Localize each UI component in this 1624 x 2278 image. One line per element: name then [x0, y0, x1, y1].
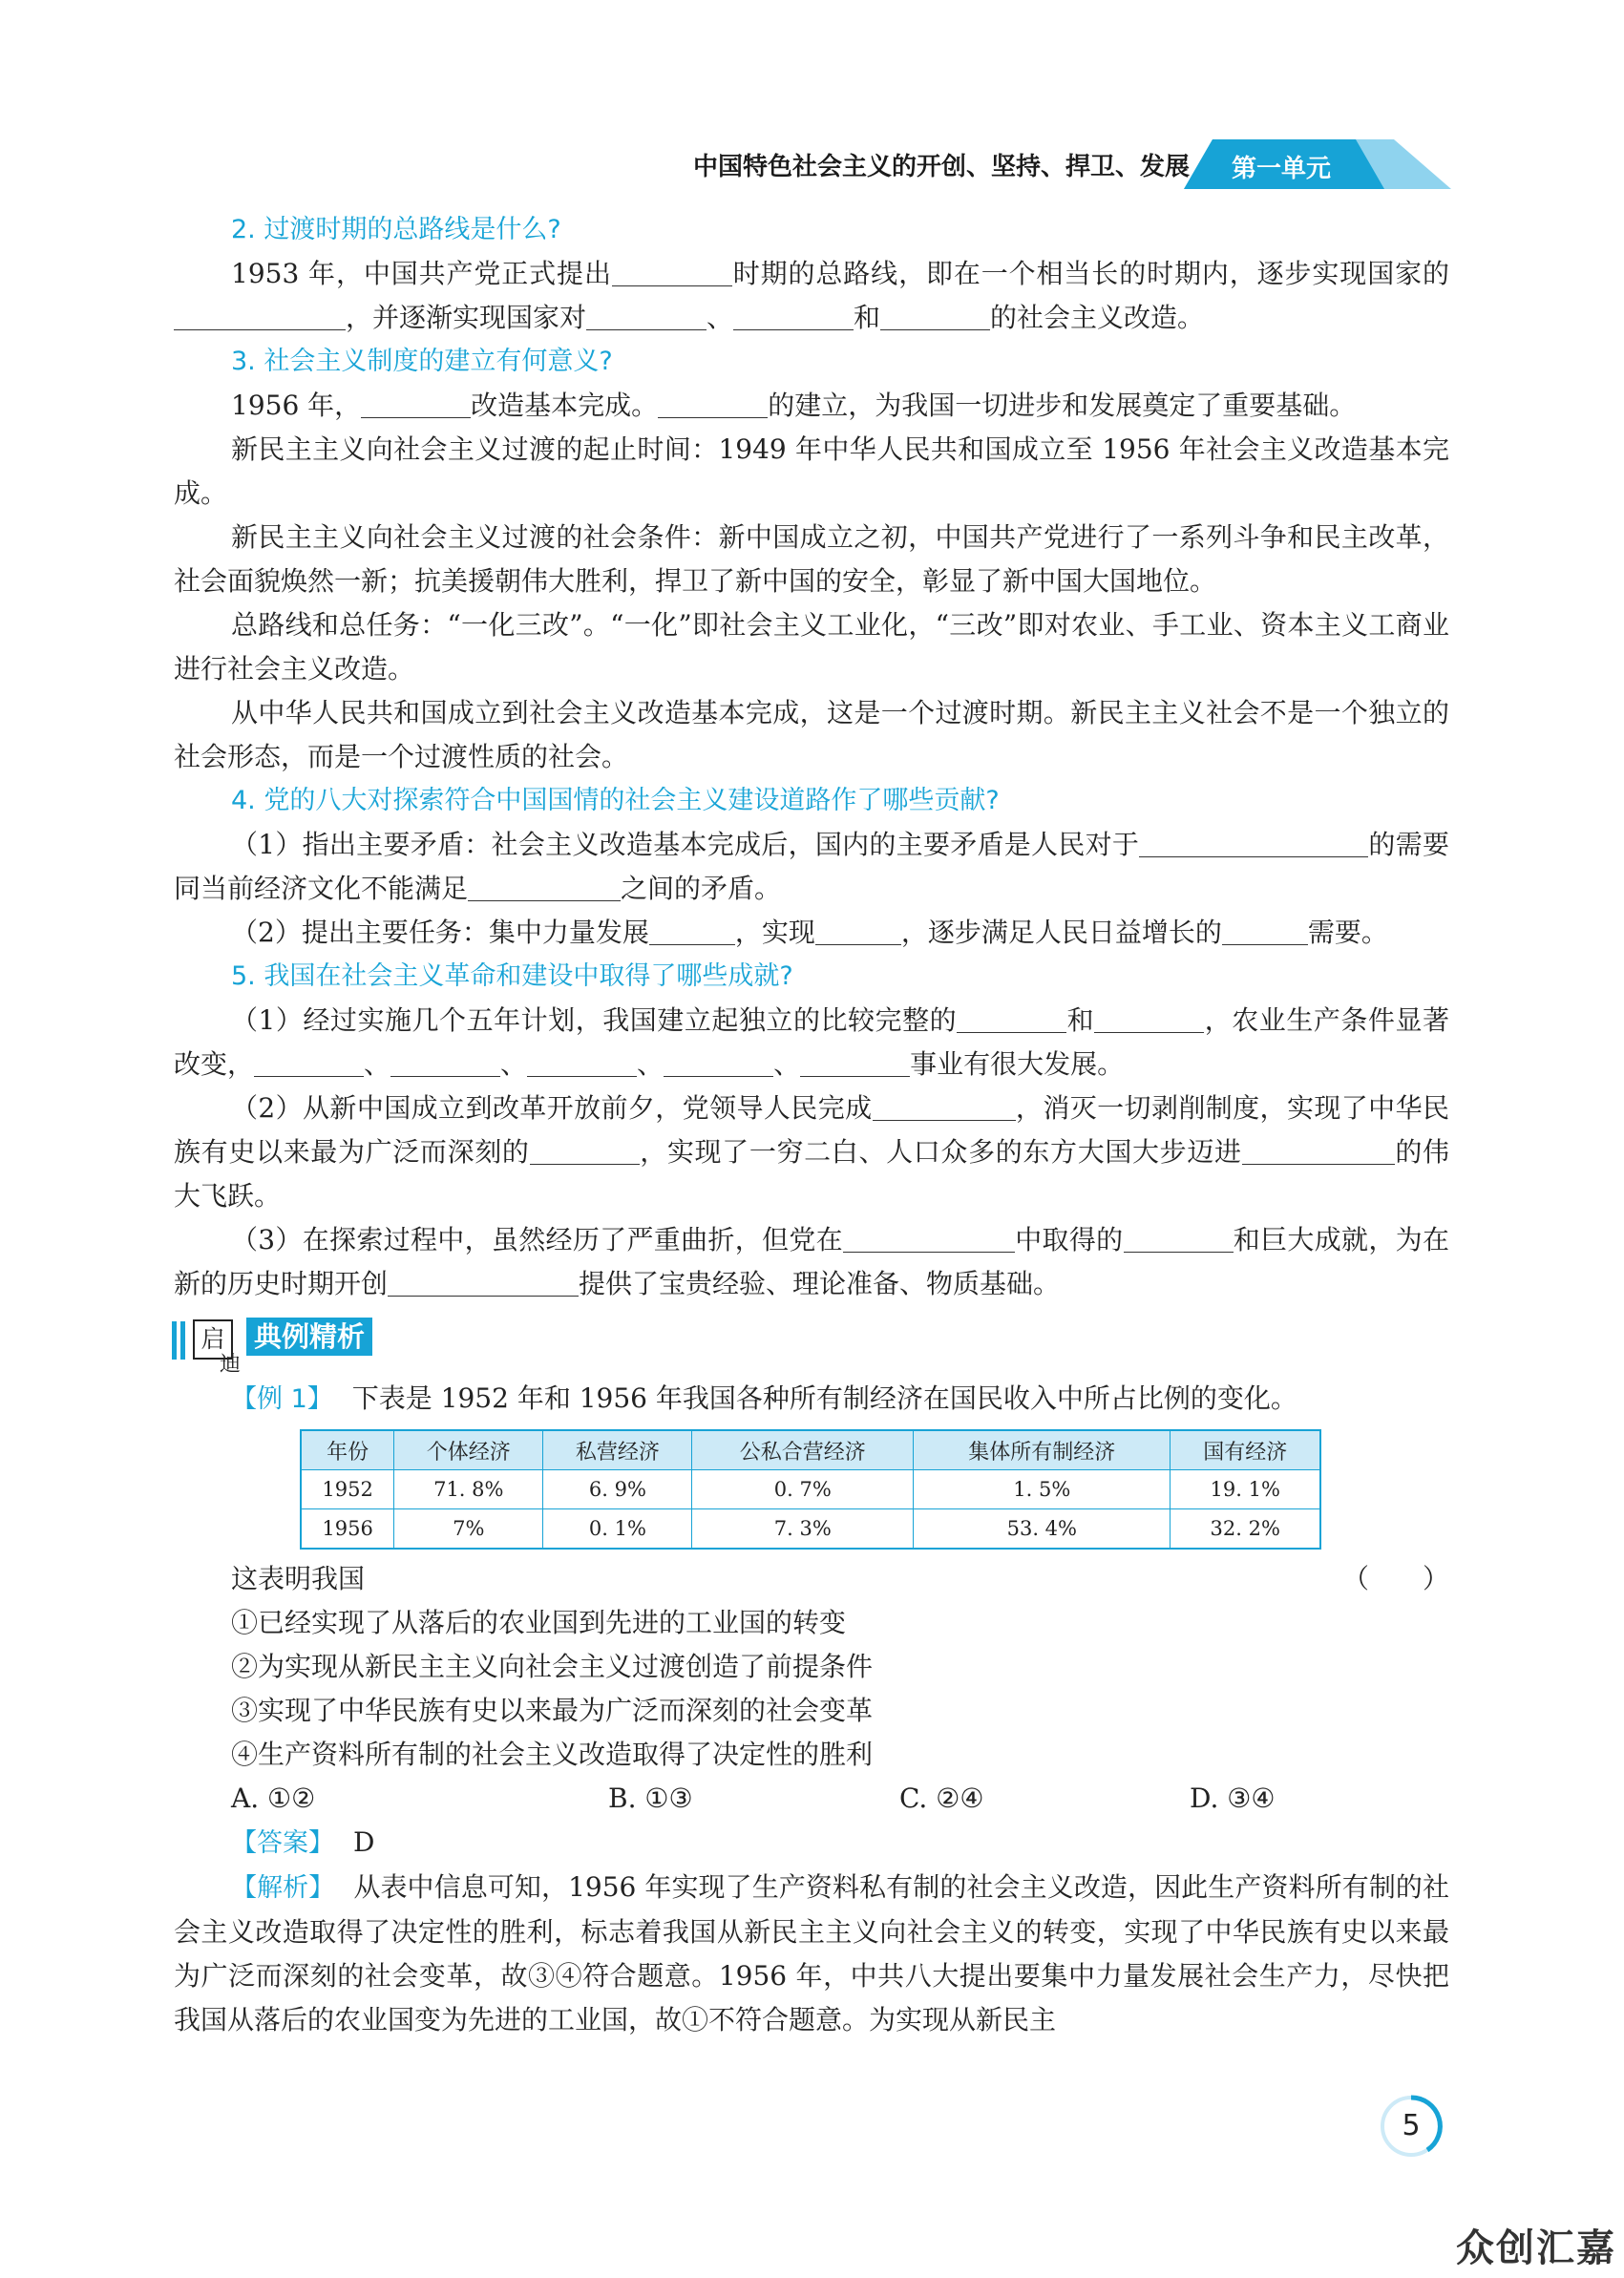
table-header: 年份 — [301, 1430, 394, 1470]
blank[interactable] — [612, 257, 732, 286]
note-transitional-society: 从中华人民共和国成立到社会主义改造基本完成，这是一个过渡时期。新民主主义社会不是一个独立的社会形态，而是一个过渡性质的社会。 — [174, 697, 1449, 772]
question-5-title: 5. 我国在社会主义革命和建设中取得了哪些成就? — [231, 961, 793, 991]
table-cell: 6. 9% — [543, 1470, 692, 1509]
unit-tab — [1184, 139, 1451, 189]
blank[interactable] — [1124, 1223, 1234, 1253]
table-cell: 19. 1% — [1171, 1470, 1320, 1509]
example-label: 【例 1】 — [231, 1384, 333, 1414]
blank[interactable] — [843, 1223, 1015, 1253]
blank[interactable] — [388, 1267, 579, 1297]
table-cell: 1956 — [301, 1509, 394, 1550]
analysis-label: 【解析】 — [231, 1873, 335, 1903]
table-cell: 7% — [394, 1509, 543, 1550]
blank[interactable] — [527, 1047, 637, 1077]
blank[interactable] — [815, 916, 901, 945]
option-1: ①已经实现了从落后的农业国到先进的工业国的转变 — [231, 1607, 847, 1638]
table-cell: 7. 3% — [692, 1509, 914, 1550]
note-transition-period: 新民主主义向社会主义过渡的起止时间：1949 年中华人民共和国成立至 1956 年社会主义改造基本完成。 — [174, 433, 1449, 509]
table-cell: 53. 4% — [914, 1509, 1171, 1550]
table-header: 集体所有制经济 — [914, 1430, 1171, 1470]
table-header: 公私合营经济 — [692, 1430, 914, 1470]
table-row — [301, 1509, 1320, 1550]
table-cell: 71. 8% — [394, 1470, 543, 1509]
table-header: 个体经济 — [394, 1430, 543, 1470]
question-5-text-2: （2）从新中国成立到改革开放前夕，党领导人民完成 ，消灭一切剥削制度，实现了中华民族有史以来最为广泛而深刻的 ，实现了一穷二白、人口众多的东方大国大步迈进 的伟大飞跃。 — [174, 1092, 1449, 1212]
question-3-title: 3. 社会主义制度的建立有何意义? — [231, 347, 613, 376]
question-3-text: 1956 年， 改造基本完成。 的建立，为我国一切进步和发展奠定了重要基础。 — [231, 390, 1357, 421]
section-header — [172, 1314, 1449, 1377]
blank[interactable] — [586, 301, 707, 330]
table-cell: 0. 7% — [692, 1470, 914, 1509]
page-header — [0, 134, 1624, 191]
blank[interactable] — [649, 916, 735, 945]
answer-line — [174, 1821, 1449, 1866]
header-title: 中国特色社会主义的开创、坚持、捍卫、发展 — [692, 153, 1190, 181]
blank[interactable] — [468, 872, 621, 901]
choice-b[interactable]: B. ①③ — [608, 1782, 693, 1814]
watermark: 众创汇嘉 — [1456, 2226, 1616, 2270]
table-row — [301, 1470, 1320, 1509]
note-general-line: 总路线和总任务：“一化三改”。“一化”即社会主义工业化，“三改”即对农业、手工业、资本主义工商业进行社会主义改造。 — [174, 609, 1449, 685]
answer-value: D — [353, 1826, 375, 1858]
ownership-table — [300, 1429, 1321, 1550]
table-cell: 0. 1% — [543, 1509, 692, 1550]
answer-bracket[interactable]: （ ） — [1341, 1563, 1449, 1594]
question-4-text-1: （1）指出主要矛盾：社会主义改造基本完成后，国内的主要矛盾是人民对于 的需要同当前经济文化不能满足 之间的矛盾。 — [174, 829, 1449, 904]
blank[interactable] — [174, 301, 346, 330]
unit-label: 第一单元 — [1232, 155, 1332, 183]
page-content — [174, 208, 1449, 2042]
page-number: 5 — [1378, 2093, 1445, 2160]
table-header: 国有经济 — [1171, 1430, 1320, 1470]
choice-a[interactable]: A. ①② — [231, 1782, 316, 1814]
answer-choices — [174, 1777, 1449, 1821]
blank[interactable] — [873, 1091, 1016, 1121]
blank[interactable] — [664, 1047, 773, 1077]
question-4-text-2: （2）提出主要任务：集中力量发展 ，实现 ，逐步满足人民日益增长的 需要。 — [231, 917, 1388, 948]
note-social-conditions: 新民主主义向社会主义过渡的社会条件：新中国成立之初，中国共产党进行了一系列斗争和民主改革，社会面貌焕然一新；抗美援朝伟大胜利，捍卫了新中国的安全，彰显了新中国大国地位。 — [174, 521, 1449, 597]
blank[interactable] — [1242, 1135, 1395, 1165]
answer-label: 【答案】 — [231, 1828, 334, 1858]
example-intro: 【例 1】 下表是 1952 年和 1956 年我国各种所有制经济在国民收入中所占比例的变化。 — [231, 1382, 1297, 1414]
blank[interactable] — [1139, 828, 1368, 857]
blank[interactable] — [1094, 1003, 1204, 1033]
table-cell: 32. 2% — [1171, 1509, 1320, 1550]
blank[interactable] — [530, 1135, 640, 1165]
blank[interactable] — [957, 1003, 1066, 1033]
table-header-row — [301, 1430, 1320, 1470]
blank[interactable] — [658, 389, 768, 418]
table-cell: 1952 — [301, 1470, 394, 1509]
blank[interactable] — [880, 301, 990, 330]
blank[interactable] — [361, 389, 471, 418]
blank[interactable] — [733, 301, 854, 330]
question-stem: 这表明我国 （ ） — [174, 1557, 1449, 1601]
question-2-title: 2. 过渡时期的总路线是什么? — [231, 215, 561, 244]
blank[interactable] — [254, 1047, 364, 1077]
option-2: ②为实现从新民主主义向社会主义过渡创造了前提条件 — [231, 1651, 874, 1682]
option-4: ④生产资料所有制的社会主义改造取得了决定性的胜利 — [231, 1739, 874, 1770]
section-small: 迪 — [220, 1353, 242, 1377]
section-box: 启 — [193, 1319, 233, 1360]
question-5-text-1: （1）经过实施几个五年计划，我国建立起独立的比较完整的 和 ，农业生产条件显著改变， 、 、 、 、 事业有很大发展。 — [174, 1004, 1449, 1080]
choice-c[interactable]: C. ②④ — [899, 1782, 984, 1814]
option-3: ③实现了中华民族有史以来最为广泛而深刻的社会变革 — [231, 1695, 874, 1726]
blank[interactable] — [1222, 916, 1308, 945]
analysis: 【解析】 从表中信息可知，1956 年实现了生产资料私有制的社会主义改造，因此生产资料所有制的社会主义改造取得了决定性的胜利，标志着我国从新民主主义向社会主义的转变，实现了中华民族有史以来最为广泛而深刻的社会变革，故③④符合题意。1956 年，中共八大提出要集中力量发展社会生产力，尽快把我国从落后的农业国变为先进的工业国，故①不符合题意。为实现从新民主 — [174, 1871, 1450, 2035]
question-4-title: 4. 党的八大对探索符合中国国情的社会主义建设道路作了哪些贡献? — [231, 786, 1000, 815]
section-title: 典例精析 — [246, 1318, 372, 1356]
table-header: 私营经济 — [543, 1430, 692, 1470]
question-5-text-3: （3）在探索过程中，虽然经历了严重曲折，但党在 中取得的 和巨大成就，为在新的历史时期开创 提供了宝贵经验、理论准备、物质基础。 — [174, 1224, 1449, 1299]
question-2-text: 1953 年，中国共产党正式提出 时期的总路线，即在一个相当长的时期内，逐步实现国家的，并逐渐实现国家对 、 和 的社会主义改造。 — [174, 252, 1449, 340]
blank[interactable] — [800, 1047, 910, 1077]
blank[interactable] — [390, 1047, 500, 1077]
table-cell: 1. 5% — [914, 1470, 1171, 1509]
choice-d[interactable]: D. ③④ — [1190, 1782, 1276, 1814]
